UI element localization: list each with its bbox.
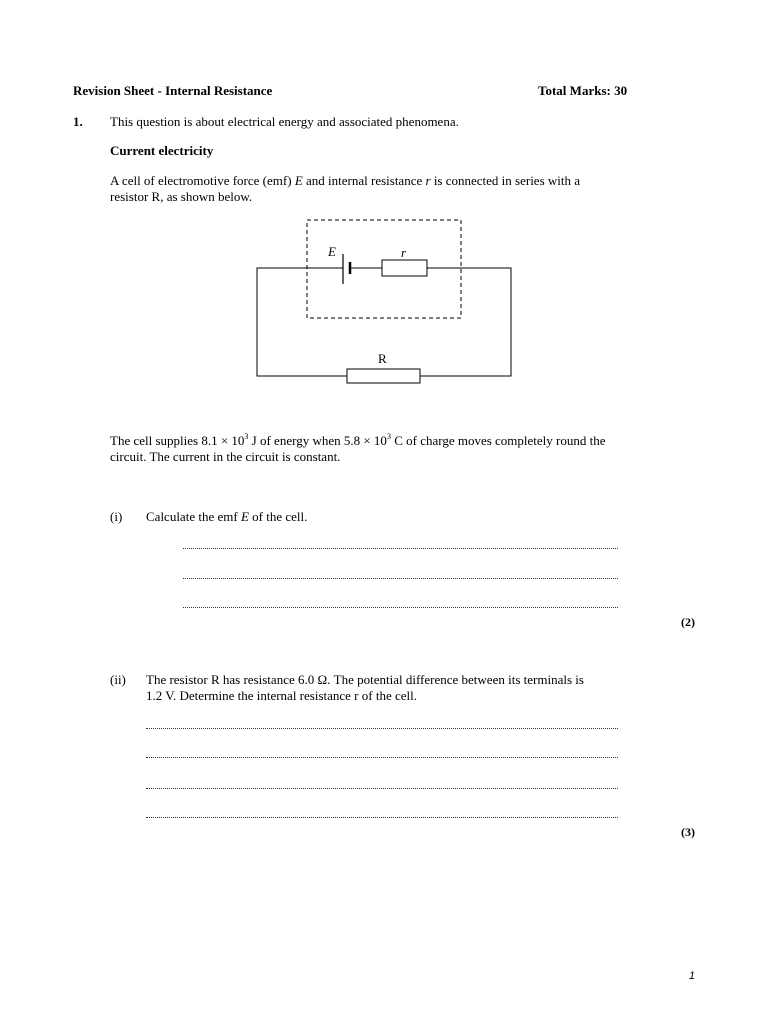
supply-line2: circuit. The current in the circuit is constant. xyxy=(110,449,341,464)
part-ii-question xyxy=(146,672,646,704)
part-ii-line1: The resistor R has resistance 6.0 Ω. The potential difference between its terminals is xyxy=(146,672,584,687)
question-intro: This question is about electrical energy and associated phenomena. xyxy=(110,114,459,129)
wire-left xyxy=(257,268,347,376)
energy-statement xyxy=(110,433,680,465)
part-i-text-a: Calculate the emf xyxy=(146,509,241,524)
desc-part-c: is connected in series with a xyxy=(430,173,581,188)
supply-part-a: The cell supplies 8.1 × 10 xyxy=(110,433,245,448)
part-i-label: (i) xyxy=(110,509,123,524)
answer-line[interactable] xyxy=(183,578,618,579)
label-internal-r: r xyxy=(401,245,407,260)
part-i-emf-symbol: E xyxy=(240,509,249,524)
supply-exponent-1: 3 xyxy=(244,432,249,441)
part-ii-line2: 1.2 V. Determine the internal resistance r of the cell. xyxy=(146,688,417,703)
total-marks: Total Marks: 30 xyxy=(538,83,628,98)
part-i-question xyxy=(146,509,307,525)
desc-line2: resistor R, as shown below. xyxy=(110,189,253,204)
answer-line[interactable] xyxy=(146,817,618,818)
section-heading: Current electricity xyxy=(110,143,214,158)
desc-r-symbol: r xyxy=(425,173,431,188)
sheet-title: Revision Sheet - Internal Resistance xyxy=(73,83,273,98)
answer-line[interactable] xyxy=(183,548,618,549)
label-external-R: R xyxy=(378,351,387,366)
supply-part-b: J of energy when 5.8 × 10 xyxy=(248,433,387,448)
circuit-diagram xyxy=(250,214,520,386)
question-number: 1. xyxy=(73,114,83,129)
answer-line[interactable] xyxy=(146,757,618,758)
answer-line[interactable] xyxy=(183,607,618,608)
circuit-description xyxy=(110,173,670,205)
part-i-marks: (2) xyxy=(681,615,695,629)
external-resistor xyxy=(347,369,420,383)
part-ii-label: (ii) xyxy=(110,672,126,687)
desc-emf-symbol: E xyxy=(294,173,303,188)
answer-line[interactable] xyxy=(146,788,618,789)
desc-part-a: A cell of electromotive force (emf) xyxy=(110,173,295,188)
page-number: 1 xyxy=(688,970,695,982)
wire-right xyxy=(420,268,511,376)
part-ii-marks: (3) xyxy=(681,825,695,839)
answer-line[interactable] xyxy=(146,728,618,729)
internal-resistor xyxy=(382,260,427,276)
part-i-text-b: of the cell. xyxy=(248,509,308,524)
supply-exponent-2: 3 xyxy=(386,432,391,441)
desc-part-b: and internal resistance xyxy=(302,173,426,188)
label-emf: E xyxy=(328,244,336,259)
supply-part-c: C of charge moves completely round the xyxy=(390,433,606,448)
